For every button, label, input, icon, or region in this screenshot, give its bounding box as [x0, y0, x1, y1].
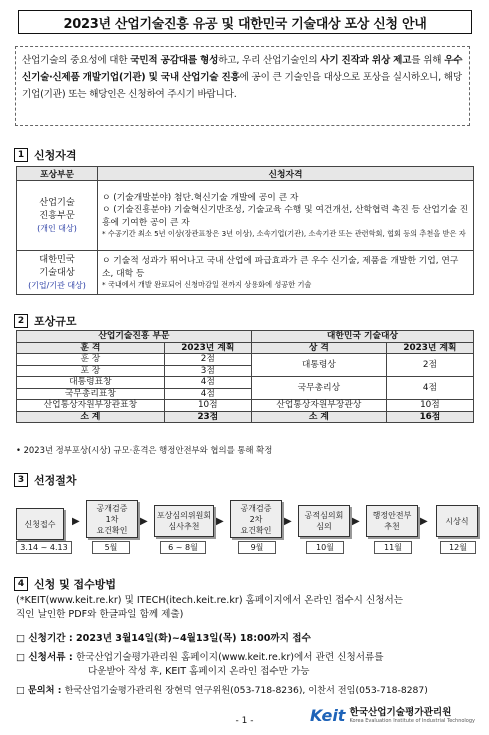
award-plan: 3점 — [164, 365, 251, 377]
award-name: 포 장 — [17, 365, 165, 377]
total-label: 소 계 — [251, 411, 386, 423]
award-plan: 2점 — [164, 354, 251, 366]
section-number: 1 — [14, 148, 28, 162]
group-header: 대한민국 기술대상 — [251, 331, 473, 343]
column-header: 2023년 계획 — [164, 342, 251, 354]
apply-note-line: (*KEIT(www.keit.re.kr) 및 ITECH(itech.keit.re.kr) 홈페이지에서 온라인 접수시 신청서는 — [16, 595, 404, 606]
table-row — [17, 251, 474, 295]
category-name: 산업기술 진흥부문 — [39, 197, 75, 221]
step-date: 11월 — [374, 541, 412, 554]
step-date: 3.14 ~ 4.13 — [16, 541, 72, 554]
intro-bold: 우수 신기술‧신제품 개발기업(기관) 및 국내 산업기술 진흥 — [22, 55, 463, 83]
category-cell — [17, 181, 98, 251]
eligibility-line: ㅇ (기술진흥분야) 기술혁신기반조성, 기술교육 수행 및 여건개선, 산학협력 촉진 등 산업기술 진흥에 기여한 공이 큰 자 — [102, 205, 469, 228]
process-step — [154, 505, 214, 537]
apply-note-line: 직인 날인한 PDF와 한글파일 함께 제출) — [16, 609, 184, 620]
award-name: 산업통상자원부장관표창 — [17, 400, 165, 412]
step-name: 공적심의회 심의 — [304, 511, 344, 531]
page-title — [18, 10, 472, 34]
step-date: 10월 — [306, 541, 344, 554]
award-plan: 10점 — [386, 400, 473, 412]
award-name: 훈 장 — [17, 354, 165, 366]
intro-text: 산업기술의 중요성에 대한 — [22, 55, 131, 66]
process-step — [16, 508, 64, 540]
awards-footnote: • 2023년 정부포상(시상) 규모‧훈격은 행정안전부와 협의를 통해 확정 — [16, 445, 273, 455]
period-value: 2023년 3월14일(화)~4월13일(목) 18:00까지 접수 — [76, 633, 311, 644]
table-row — [17, 400, 474, 412]
award-name: 대통령상 — [251, 354, 386, 377]
section-number: 2 — [14, 314, 28, 328]
section-title: 신청 및 접수방법 — [34, 578, 117, 591]
org-name: 한국산업기술평가관리원 — [349, 707, 452, 718]
eligibility-note: * 국내에서 개발 완료되어 신청마감일 전까지 상용화에 성공한 기술 — [102, 280, 312, 289]
column-header: 훈 격 — [17, 342, 165, 354]
section-number: 4 — [14, 577, 28, 591]
intro-bold: 국민적 공감대를 형성 — [130, 55, 219, 66]
arrow-right-icon: ▶ — [352, 516, 360, 527]
section-title: 선정절차 — [34, 474, 77, 487]
org-subtitle: Korea Evaluation Institute of Industrial Technology — [349, 718, 475, 724]
contact-label: □ 문의처 : — [16, 685, 65, 696]
eligibility-table — [16, 166, 474, 295]
process-flow — [0, 500, 489, 556]
award-plan: 4점 — [386, 377, 473, 400]
award-plan: 4점 — [164, 377, 251, 389]
period-label: □ 신청기간 : — [16, 633, 76, 644]
award-plan: 4점 — [164, 388, 251, 400]
section-heading-eligibility — [14, 147, 77, 163]
award-name: 국무총리상 — [251, 377, 386, 400]
step-name: 포상심의위원회 심사추천 — [156, 511, 212, 531]
process-step — [298, 505, 350, 537]
total-row — [17, 411, 474, 423]
column-header: 2023년 계획 — [386, 342, 473, 354]
section-title: 포상규모 — [34, 315, 77, 328]
step-date: 6 ~ 8월 — [160, 541, 206, 554]
apply-period — [16, 632, 476, 646]
page-number: - 1 - — [235, 716, 254, 726]
arrow-right-icon: ▶ — [140, 516, 148, 527]
title-text: 2023년 산업기술진흥 유공 및 대한민국 기술대상 포상 신청 안내 — [63, 16, 427, 32]
section-heading-apply — [14, 576, 116, 592]
step-date: 9월 — [238, 541, 276, 554]
section-title: 신청자격 — [34, 149, 77, 162]
eligibility-cell — [98, 251, 474, 295]
step-name: 행정안전부 추천 — [372, 511, 412, 531]
arrow-right-icon: ▶ — [284, 516, 292, 527]
intro-bold: 사기 진작과 위상 제고 — [320, 55, 412, 66]
step-name: 신청접수 — [24, 519, 56, 529]
intro-text: 를 위해 — [411, 55, 445, 66]
apply-forms — [16, 651, 476, 679]
category-cell — [17, 251, 98, 295]
intro-box — [15, 46, 470, 126]
step-date: 12월 — [440, 541, 476, 554]
step-date: 5월 — [92, 541, 130, 554]
total-value: 23점 — [164, 411, 251, 423]
award-name: 국무총리표창 — [17, 388, 165, 400]
award-plan: 2점 — [386, 354, 473, 377]
category-sub: (기업/기관 대상) — [28, 281, 86, 290]
group-header: 산업기술진흥 부문 — [17, 331, 252, 343]
arrow-right-icon: ▶ — [420, 516, 428, 527]
section-number: 3 — [14, 473, 28, 487]
award-name: 대통령표창 — [17, 377, 165, 389]
forms-label: □ 신청서류 : — [16, 652, 76, 663]
arrow-right-icon: ▶ — [216, 516, 224, 527]
process-step — [230, 500, 282, 538]
intro-text: 에 공이 큰 기술인을 대상으로 포상을 실시하오니, 해당 기업(기관) 또는 해당인은 신청하여 주시기 바랍니다. — [22, 72, 462, 100]
forms-value: 한국산업기술평가관리원 홈페이지(www.keit.re.kr)에서 관련 신청서류를 — [76, 652, 384, 663]
apply-note — [16, 594, 476, 622]
arrow-right-icon: ▶ — [72, 516, 80, 527]
column-header: 상 격 — [251, 342, 386, 354]
process-step — [436, 505, 478, 537]
eligibility-note: * 수공기간 최소 5년 이상(장관표창은 3년 이상), 소속기업(기관), 소속기관 또는 관련학회, 협회 등의 추천을 받은 자 — [102, 229, 466, 239]
section-heading-awards — [14, 313, 77, 329]
eligibility-cell — [98, 181, 474, 251]
apply-contact — [16, 684, 486, 698]
process-step — [366, 505, 418, 537]
step-name: 공개검증 2차 요건확인 — [240, 503, 272, 535]
eligibility-line: ㅇ 기술적 성과가 뛰어나고 국내 산업에 파급효과가 큰 우수 신기술, 제품을 개발한 기업, 연구소, 대학 등 — [102, 256, 459, 279]
step-name: 시상식 — [445, 516, 469, 526]
eligibility-line: ㅇ (기술개발분야) 첨단.혁신기술 개발에 공이 큰 자 — [102, 192, 299, 203]
process-step — [86, 500, 138, 538]
total-value: 16점 — [386, 411, 473, 423]
forms-value: 다운받아 작성 후, KEIT 홈페이지 온라인 접수만 가능 — [88, 666, 310, 677]
category-name: 대한민국 기술대상 — [39, 254, 75, 278]
table-row — [17, 377, 474, 389]
step-name: 공개검증 1차 요건확인 — [96, 503, 128, 535]
award-plan: 10점 — [164, 400, 251, 412]
contact-value: 한국산업기술평가관리원 장현덕 연구위원(053-718-8236), 이찬서 전임(053-718-8287) — [64, 685, 428, 696]
org-logo — [310, 706, 475, 725]
section-heading-process — [14, 472, 77, 488]
award-name: 산업통상자원부장관상 — [251, 400, 386, 412]
intro-text: 하고, 우리 산업기술인의 — [218, 55, 321, 66]
category-sub: (개인 대상) — [37, 224, 77, 233]
keit-logo-icon: Keit — [309, 706, 346, 725]
table-row — [17, 181, 474, 251]
total-label: 소 계 — [17, 411, 165, 423]
awards-table — [16, 330, 474, 423]
table-header: 포상부문 — [17, 167, 98, 181]
table-header: 신청자격 — [98, 167, 474, 181]
table-row — [17, 354, 474, 366]
